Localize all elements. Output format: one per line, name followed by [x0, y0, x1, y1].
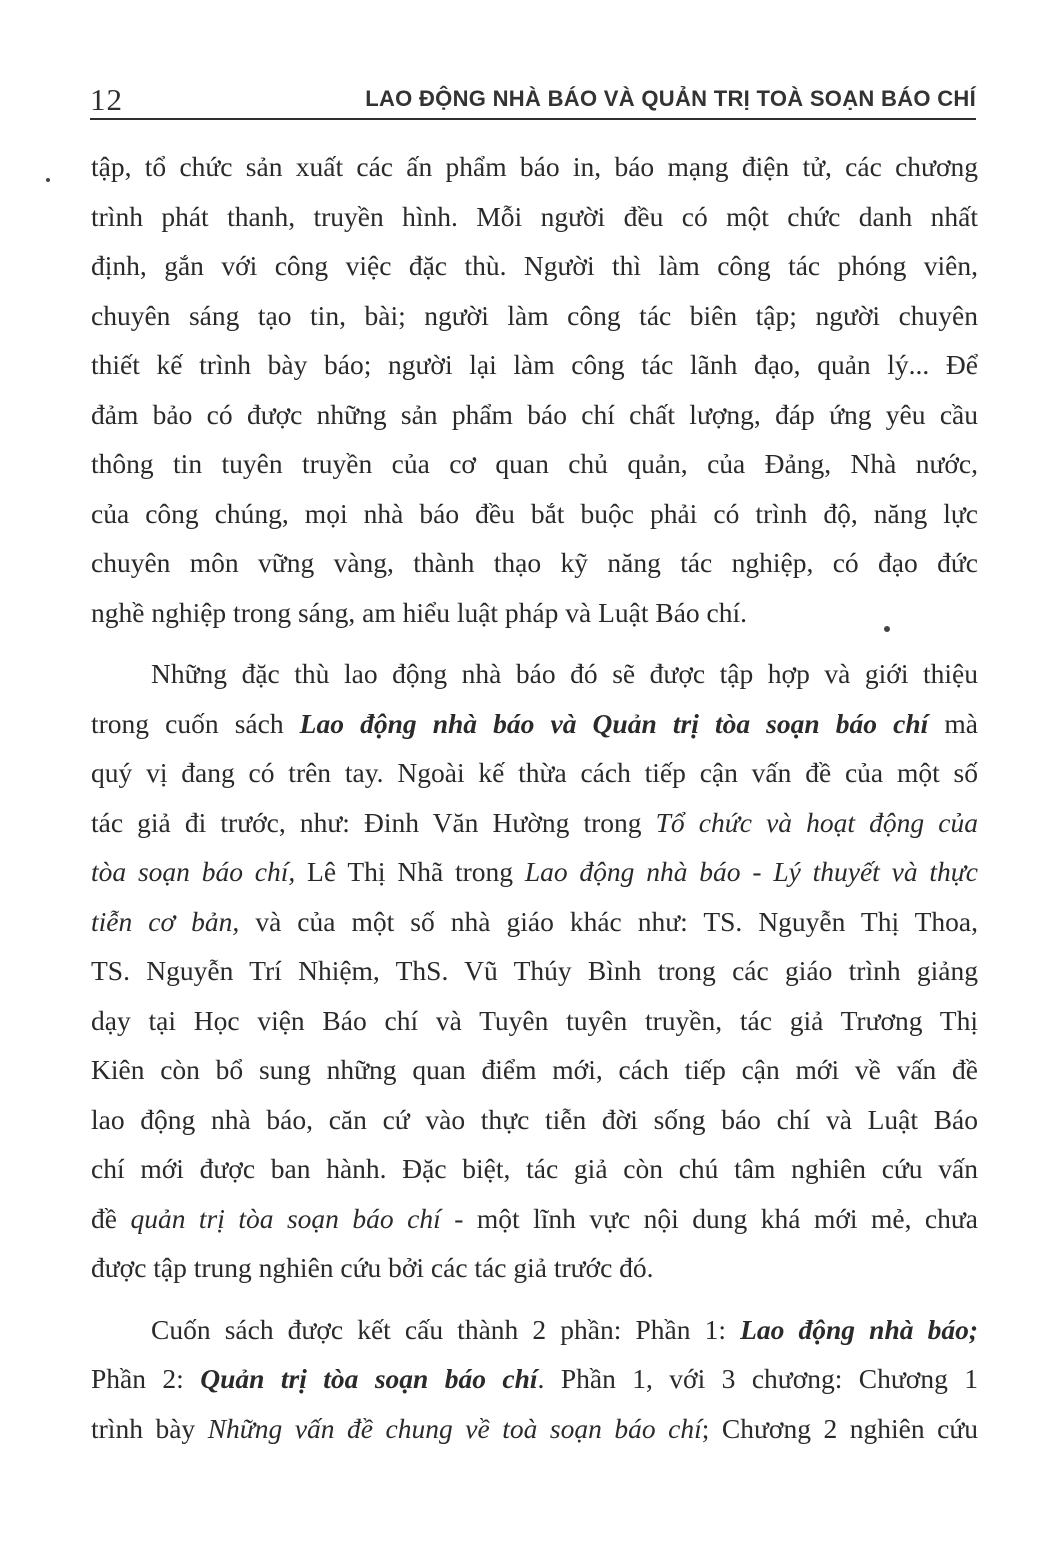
- cited-title: tòa soạn báo chí,: [91, 856, 296, 887]
- cited-title: Tổ chức và hoạt động của: [655, 806, 978, 838]
- text-line: được tập trung nghiên cứu bởi các tác giả trước đó.: [91, 1252, 654, 1283]
- text-line: Kiên còn bổ sung những quan điểm mới, cách tiếp cận mới về vấn đề: [91, 1054, 978, 1085]
- book-title: Lao động nhà báo và Quản trị tòa soạn báo chí: [299, 707, 929, 739]
- text-line: chuyên môn vững vàng, thành thạo kỹ năng tác nghiệp, có đạo đức: [91, 547, 978, 578]
- page-number: 12: [90, 82, 123, 117]
- page-header: [90, 78, 976, 120]
- text-line: định, gắn với công việc đặc thù. Người thì làm công tác phóng viên,: [91, 250, 978, 281]
- text-line: Phần 2: Quản trị tòa soạn báo chí. Phần 1, với 3 chương: Chương 1: [91, 1363, 978, 1394]
- scan-speck: [46, 178, 50, 182]
- paragraph-1: [91, 142, 978, 637]
- text-line: trình phát thanh, truyền hình. Mỗi người đều có một chức danh nhất: [91, 200, 978, 232]
- chapter-title: Những vấn đề chung về toà soạn báo chí: [207, 1412, 702, 1444]
- text-line: thông tin tuyên truyền của cơ quan chủ quản, của Đảng, Nhà nước,: [91, 448, 978, 479]
- running-title: LAO ĐỘNG NHÀ BÁO VÀ QUẢN TRỊ TOÀ SOẠN BÁO CHÍ: [365, 86, 976, 111]
- text-line: chuyên sáng tạo tin, bài; người làm công tác biên tập; người chuyên: [91, 299, 978, 331]
- text-line: dạy tại Học viện Báo chí và Tuyên tuyên truyền, tác giả Trương Thị: [91, 1004, 978, 1036]
- emphasis: quản trị tòa soạn báo chí: [130, 1202, 441, 1234]
- text-line: quý vị đang có trên tay. Ngoài kế thừa cách tiếp cận vấn đề của một số: [91, 757, 978, 788]
- text-line: lao động nhà báo, căn cứ vào thực tiễn đời sống báo chí và Luật Báo: [91, 1103, 978, 1135]
- cited-title: Lao động nhà báo - Lý thuyết và thực: [524, 856, 978, 887]
- text-line: đề quản trị tòa soạn báo chí - một lĩnh vực nội dung khá mới mẻ, chưa: [91, 1202, 978, 1234]
- text-line: Cuốn sách được kết cấu thành 2 phần: Phần 1: Lao động nhà báo;: [151, 1313, 979, 1345]
- text-line: chí mới được ban hành. Đặc biệt, tác giả còn chú tâm nghiên cứu vấn: [91, 1153, 978, 1184]
- text-line: trình bày Những vấn đề chung về toà soạn báo chí; Chương 2 nghiên cứu: [91, 1412, 978, 1444]
- text-line: nghề nghiệp trong sáng, am hiểu luật pháp và Luật Báo chí.: [91, 596, 748, 628]
- paragraph-2: [91, 649, 978, 1293]
- text-line: tập, tổ chức sản xuất các ấn phẩm báo in, báo mạng điện tử, các chương: [91, 151, 978, 182]
- body-text: [91, 142, 978, 1453]
- text-line: tác giả đi trước, như: Đinh Văn Hường trong Tổ chức và hoạt động của: [91, 806, 978, 838]
- text-line: của công chúng, mọi nhà báo đều bắt buộc phải có trình độ, năng lực: [91, 497, 978, 529]
- paragraph-3: [91, 1305, 978, 1454]
- part-title: Quản trị tòa soạn báo chí: [200, 1363, 538, 1394]
- cited-title: tiễn cơ bản,: [91, 905, 240, 937]
- text-line: Những đặc thù lao động nhà báo đó sẽ được tập hợp và giới thiệu: [151, 658, 978, 689]
- text-line: TS. Nguyễn Trí Nhiệm, ThS. Vũ Thúy Bình trong các giáo trình giảng: [91, 955, 978, 986]
- text-line: đảm bảo có được những sản phẩm báo chí chất lượng, đáp ứng yêu cầu: [91, 398, 978, 430]
- text-line: tiễn cơ bản, và của một số nhà giáo khác như: TS. Nguyễn Thị Thoa,: [91, 905, 979, 937]
- text-line: thiết kế trình bày báo; người lại làm công tác lãnh đạo, quản lý... Để: [91, 349, 978, 380]
- text-line: tòa soạn báo chí, Lê Thị Nhã trong Lao động nhà báo - Lý thuyết và thực: [91, 856, 978, 887]
- part-title: Lao động nhà báo;: [740, 1313, 979, 1345]
- text-line: trong cuốn sách Lao động nhà báo và Quản trị tòa soạn báo chí mà: [91, 707, 978, 739]
